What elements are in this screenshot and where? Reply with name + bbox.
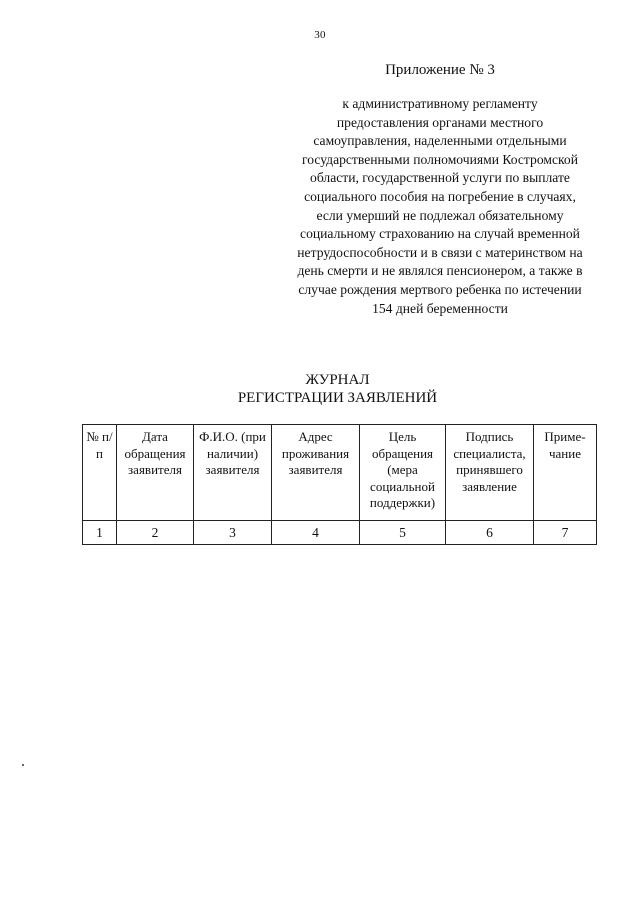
table-cell: 4: [272, 521, 360, 545]
appendix-title: Приложение № 3: [385, 62, 495, 78]
journal-title-line-2: РЕГИСТРАЦИИ ЗАЯВЛЕНИЙ: [237, 390, 438, 406]
appendix-body: к административному регламенту предоставления органами местного самоуправления, наделенными отдельными государственными полномочиями Костромской области, государственной услуги по выплате социального пособия на погребение в случаях, если умерший не подлежал обязательному социальному страхованию на случай временной нетрудоспособности и в связи с материнством на день смерти и не являлся пенсионером, а также в случае рождения мертвого ребенка по истечении 154 дней беременности: [297, 96, 583, 316]
header-cell-address: Адрес проживания заявителя: [272, 425, 360, 521]
table-cell: 3: [194, 521, 272, 545]
journal-title: [220, 371, 455, 407]
header-cell-date: Дата обращения заявителя: [117, 425, 194, 521]
scan-speck: [22, 764, 24, 766]
header-cell-purpose: Цель обращения (мера социальной поддержки): [360, 425, 446, 521]
table-cell: 6: [446, 521, 534, 545]
table-row: [83, 521, 597, 545]
registration-table: [82, 424, 597, 545]
header-cell-name: Ф.И.О. (при наличии) заявителя: [194, 425, 272, 521]
page-number: 30: [314, 29, 326, 41]
journal-title-line-1: ЖУРНАЛ: [305, 372, 370, 388]
table-cell: 7: [534, 521, 597, 545]
table-header-row: [83, 425, 597, 521]
header-cell-number: № п/п: [83, 425, 117, 521]
header-cell-note: Приме-чание: [534, 425, 597, 521]
table-cell: 1: [83, 521, 117, 545]
table-cell: 2: [117, 521, 194, 545]
header-cell-signature: Подпись специалиста, принявшего заявление: [446, 425, 534, 521]
table-cell: 5: [360, 521, 446, 545]
